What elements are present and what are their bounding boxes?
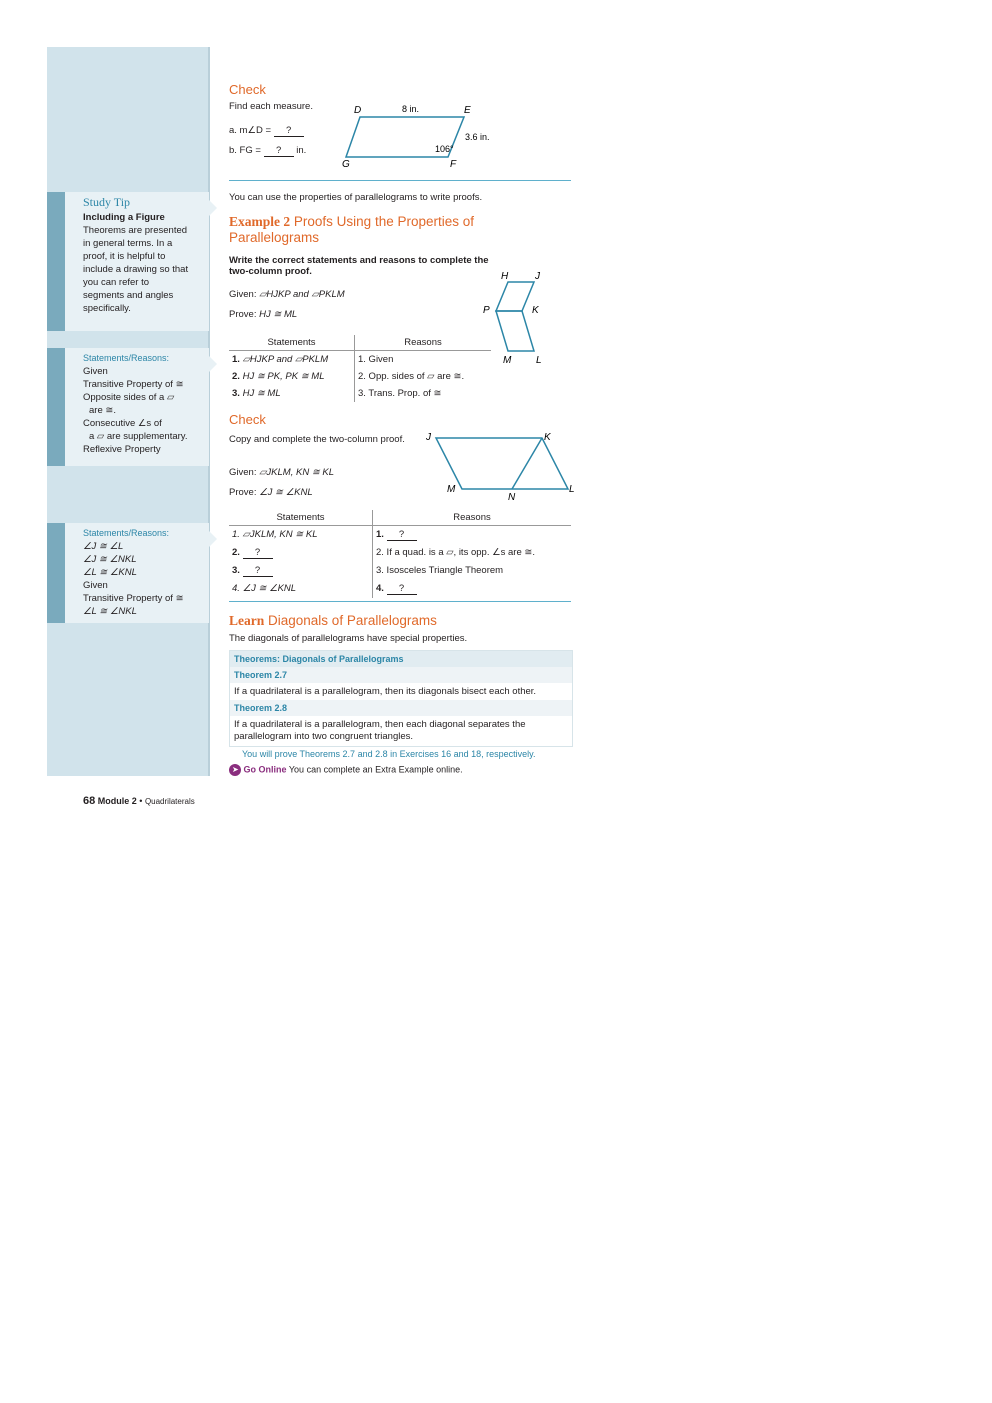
exercise-note: You will prove Theorems 2.7 and 2.8 in Exercises 16 and 18, respectively. bbox=[242, 749, 536, 759]
answer-bank-item: ∠L ≅ ∠NKL bbox=[83, 606, 137, 617]
example-2-heading: Proofs Using the Properties of Parallelograms bbox=[229, 214, 474, 245]
reason-cell: 3. Trans. Prop. of ≅ bbox=[355, 385, 492, 402]
statement-cell: 2. HJ ≅ PK, PK ≅ ML bbox=[232, 371, 325, 382]
answer-bank-bar-1 bbox=[47, 348, 65, 466]
given-label: Given: bbox=[229, 467, 260, 478]
prove-label: Prove: bbox=[229, 487, 260, 498]
reason-cell: 3. Isosceles Triangle Theorem bbox=[373, 562, 572, 580]
statement-cell: 3. ? bbox=[229, 562, 373, 580]
reason-cell: 2. Opp. sides of ▱ are ≅. bbox=[355, 368, 492, 385]
label-l: L bbox=[536, 355, 542, 366]
answer-bank-item: a ▱ are supplementary. bbox=[89, 431, 188, 442]
answer-bank-bar-2 bbox=[47, 523, 65, 623]
check-2-proof-table bbox=[229, 510, 571, 598]
theorems-box-title: Theorems: Diagonals of Parallelograms bbox=[230, 651, 572, 667]
table-row bbox=[229, 385, 491, 402]
statements-header: Statements bbox=[229, 335, 355, 351]
intro-text: You can use the properties of parallelograms to write proofs. bbox=[229, 192, 483, 203]
go-online-label[interactable]: Go Online bbox=[243, 764, 287, 775]
example-2-label: Example 2 bbox=[229, 214, 291, 229]
label-l: L bbox=[569, 484, 575, 495]
answer-bank-item: Opposite sides of a ▱ bbox=[83, 392, 175, 403]
answer-bank-box-2 bbox=[47, 523, 209, 623]
prove-text: ∠J ≅ ∠KNL bbox=[259, 487, 313, 498]
table-row bbox=[229, 368, 491, 385]
label-p: P bbox=[483, 305, 490, 316]
parallelogram-jklm-figure bbox=[420, 428, 582, 502]
label-k: K bbox=[544, 432, 551, 443]
example-2-title bbox=[229, 214, 519, 246]
statement-blank: ? bbox=[243, 547, 273, 559]
answer-bank-item: Consecutive ∠s of bbox=[83, 418, 162, 429]
answer-bank-notch-1 bbox=[209, 356, 217, 372]
study-tip-body: Theorems are presented in general terms. In a proof, it is helpful to include a drawing so that you can refer to segments and angles specifically. bbox=[83, 225, 189, 314]
label-d: D bbox=[354, 105, 362, 116]
label-j: J bbox=[426, 432, 431, 443]
reason-cell: 2. If a quad. is a ▱, its opp. ∠s are ≅. bbox=[373, 544, 572, 562]
statement-cell: 4. ∠J ≅ ∠KNL bbox=[232, 583, 297, 594]
answer-bank-item: ∠J ≅ ∠NKL bbox=[83, 554, 137, 565]
table-row bbox=[229, 351, 491, 369]
label-angle: 106° bbox=[435, 144, 454, 154]
theorems-box bbox=[229, 650, 573, 747]
example-2-instruction: Write the correct statements and reasons to complete the two-column proof. bbox=[229, 255, 489, 277]
label-m: M bbox=[503, 355, 512, 366]
table-row bbox=[229, 526, 571, 545]
reason-cell: 1. ? bbox=[373, 526, 572, 545]
footer-topic: Quadrilaterals bbox=[144, 797, 195, 806]
label-e: E bbox=[464, 105, 471, 116]
section-divider bbox=[229, 601, 571, 602]
reasons-header: Reasons bbox=[355, 335, 492, 351]
study-tip-title: Study Tip bbox=[83, 195, 131, 209]
part-b-blank: ? bbox=[264, 145, 294, 157]
label-side-length: 3.6 in. bbox=[465, 132, 490, 142]
reason-blank: ? bbox=[387, 529, 417, 541]
module-name: Module 2 bbox=[97, 796, 137, 806]
learn-heading: Diagonals of Parallelograms bbox=[268, 613, 437, 628]
prove-text: HJ ≅ ML bbox=[259, 309, 298, 320]
answer-bank-item: are ≅. bbox=[89, 405, 116, 416]
reason-cell: 4. ? bbox=[373, 580, 572, 598]
check-2-title: Check bbox=[229, 412, 266, 427]
parallelogram-defg-figure bbox=[338, 100, 508, 172]
statement-cell: 2. ? bbox=[229, 544, 373, 562]
label-h: H bbox=[501, 271, 509, 282]
statement-cell: 1. ▱JKLM, KN ≅ KL bbox=[232, 529, 318, 540]
given-label: Given: bbox=[229, 289, 260, 300]
answer-bank-item: Transitive Property of ≅ bbox=[83, 379, 184, 390]
label-j: J bbox=[535, 271, 540, 282]
learn-title bbox=[229, 613, 571, 629]
table-row bbox=[229, 580, 571, 598]
check-1-title: Check bbox=[229, 82, 266, 97]
answer-bank-item: ∠L ≅ ∠KNL bbox=[83, 567, 137, 578]
statement-blank: ? bbox=[243, 565, 273, 577]
answer-bank-item: ∠J ≅ ∠L bbox=[83, 541, 124, 552]
theorem-2-8-title: Theorem 2.8 bbox=[230, 700, 572, 716]
reason-blank: ? bbox=[387, 583, 417, 595]
label-f: F bbox=[450, 159, 457, 170]
answer-bank-notch-2 bbox=[209, 531, 217, 547]
reasons-header: Reasons bbox=[373, 510, 572, 526]
label-n: N bbox=[508, 492, 516, 502]
label-top-length: 8 in. bbox=[402, 104, 420, 114]
study-tip-notch bbox=[209, 200, 217, 216]
prove-label: Prove: bbox=[229, 309, 260, 320]
part-a-blank: ? bbox=[274, 125, 304, 137]
answer-bank-item: Given bbox=[83, 580, 108, 591]
statement-cell: 1. ▱HJKP and ▱PKLM bbox=[232, 354, 329, 365]
part-b-unit: in. bbox=[293, 145, 307, 156]
answer-bank-heading-1: Statements/Reasons: bbox=[83, 353, 170, 363]
go-online[interactable] bbox=[229, 764, 571, 776]
study-tip-bar bbox=[47, 192, 65, 331]
statement-cell: 3. HJ ≅ ML bbox=[232, 388, 281, 399]
part-b-label: b. FG = bbox=[229, 145, 264, 156]
study-tip-subtitle: Including a Figure bbox=[83, 212, 165, 223]
label-k: K bbox=[532, 305, 539, 316]
learn-intro: The diagonals of parallelograms have special properties. bbox=[229, 633, 468, 644]
learn-label: Learn bbox=[229, 613, 265, 628]
page-number: 68 bbox=[83, 795, 96, 807]
reason-cell: 1. Given bbox=[355, 351, 492, 369]
given-text: ▱HJKP and ▱PKLM bbox=[259, 289, 345, 300]
answer-bank-heading-2: Statements/Reasons: bbox=[83, 528, 170, 538]
label-m: M bbox=[447, 484, 456, 495]
answer-bank-item: Given bbox=[83, 366, 108, 377]
answer-bank-item: Reflexive Property bbox=[83, 444, 161, 455]
statements-header: Statements bbox=[229, 510, 373, 526]
given-text: ▱JKLM, KN ≅ KL bbox=[259, 467, 335, 478]
go-online-icon: ➤ bbox=[229, 764, 241, 776]
part-a-label: a. m∠D = bbox=[229, 125, 274, 136]
theorem-2-7-title: Theorem 2.7 bbox=[230, 667, 572, 683]
check-1-prompt: Find each measure. bbox=[229, 101, 313, 112]
study-tip-box bbox=[47, 192, 209, 331]
label-g: G bbox=[342, 159, 350, 170]
table-row bbox=[229, 562, 571, 580]
table-row bbox=[229, 544, 571, 562]
answer-bank-box-1 bbox=[47, 348, 209, 466]
section-divider bbox=[229, 180, 571, 181]
answer-bank-item: Transitive Property of ≅ bbox=[83, 593, 184, 604]
check-2-prompt: Copy and complete the two-column proof. bbox=[229, 434, 405, 445]
example-2-proof-table bbox=[229, 335, 491, 402]
go-online-text: You can complete an Extra Example online. bbox=[288, 764, 463, 775]
footer-separator: • bbox=[136, 796, 145, 806]
theorem-2-7-text: If a quadrilateral is a parallelogram, then its diagonals bisect each other. bbox=[234, 686, 537, 697]
page-footer bbox=[83, 795, 195, 807]
theorem-2-8-text: If a quadrilateral is a parallelogram, then each diagonal separates the parallelogram into two congruent triangles. bbox=[234, 719, 526, 742]
